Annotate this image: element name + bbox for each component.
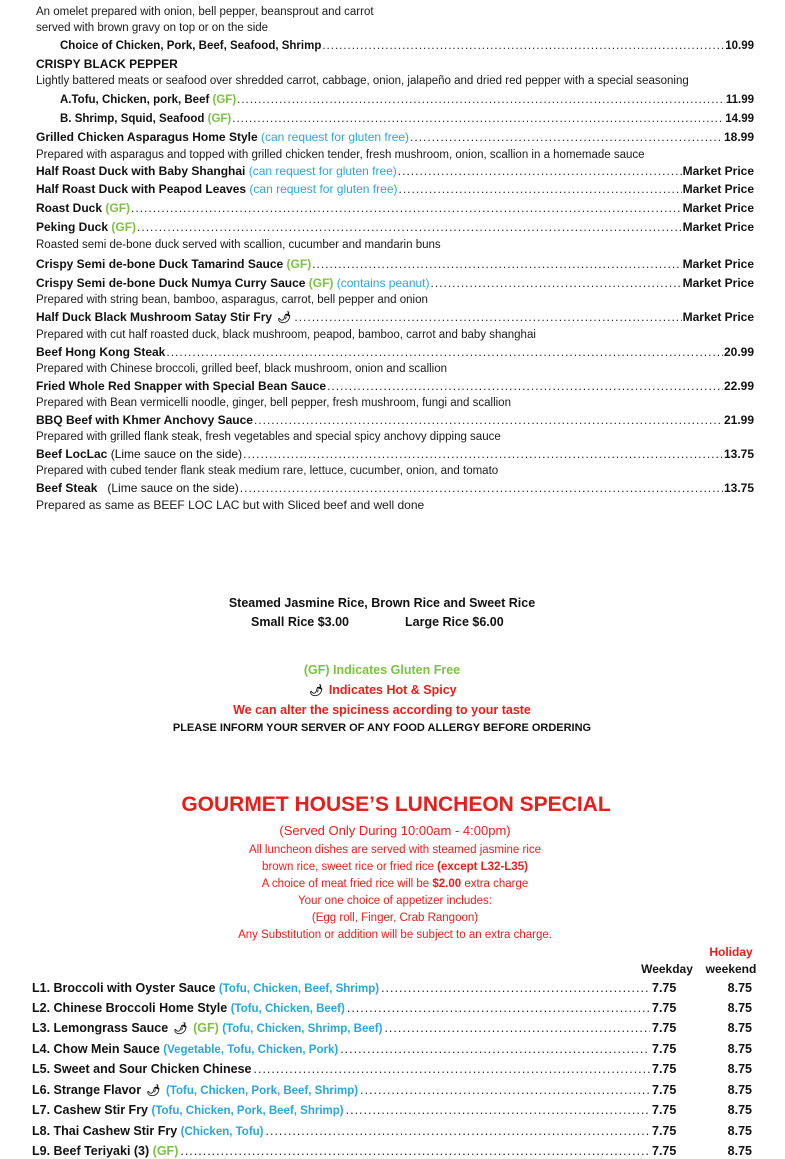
holiday-weekend-price: 8.75 (727, 1083, 752, 1097)
peanut-note: (contains peanut) (336, 276, 430, 290)
holiday-weekend-price: 8.75 (727, 1001, 752, 1015)
item-name: L1. Broccoli with Oyster Sauce (32, 981, 216, 995)
weekday-price: 7.75 (652, 1062, 677, 1076)
luncheon-item (32, 1143, 752, 1159)
hot-spicy-text: Indicates Hot & Spicy (328, 683, 457, 697)
item-name: BBQ Beef with Khmer Anchovy Sauce (36, 413, 253, 427)
item-name: L2. Chinese Broccoli Home Style (32, 1001, 228, 1015)
luncheon-exception: (except L32-L35) (437, 861, 528, 873)
item-name: L3. Lemongrass Sauce (32, 1021, 169, 1035)
item-name: Crispy Semi de-bone Duck Tamarind Sauce (36, 257, 284, 271)
weekday-price: 7.75 (652, 1124, 677, 1138)
large-rice-price: Large Rice $6.00 (405, 615, 504, 629)
item-price: Market Price (682, 257, 754, 271)
luncheon-item (32, 1020, 752, 1037)
item-name: L8. Thai Cashew Stir Fry (32, 1124, 178, 1138)
luncheon-item (32, 1123, 752, 1140)
item-description: Roasted semi de-bone duck served with scallion, cucumber and mandarin buns (36, 239, 441, 251)
item-name: A.Tofu, Chicken, pork, Beef (60, 94, 210, 106)
item-extra: (Lime sauce on the side) (110, 447, 243, 461)
item-name: Beef Hong Kong Steak (36, 345, 166, 359)
item-name: B. Shrimp, Squid, Seafood (60, 113, 205, 125)
luncheon-item (32, 1061, 752, 1077)
luncheon-info: (Egg roll, Finger, Crab Rangoon) (311, 912, 479, 924)
dot-leader (322, 38, 724, 54)
dot-leader (312, 256, 681, 272)
holiday-weekend-price: 8.75 (727, 1042, 752, 1056)
dot-leader (398, 181, 681, 197)
item-name: Half Roast Duck with Baby Shanghai (36, 164, 246, 178)
menu-item-beef-steak (36, 480, 754, 496)
item-name: Grilled Chicken Asparagus Home Style (36, 130, 258, 144)
dot-leader (360, 1082, 650, 1098)
dot-leader (254, 1061, 650, 1077)
item-price: Market Price (682, 201, 754, 215)
gf-tag: (GF) (193, 1021, 219, 1035)
gluten-note: (can request for gluten free) (248, 164, 397, 178)
item-name: Beef LocLac (36, 447, 108, 461)
weekday-price: 7.75 (652, 981, 677, 995)
protein-options: (Chicken, Tofu) (180, 1126, 264, 1138)
weekday-price: 7.75 (652, 1021, 677, 1035)
item-name: L6. Strange Flavor (32, 1083, 142, 1097)
item-description: Prepared with asparagus and topped with grilled chicken tender, fresh mushroom, onion, scallion in a homemade sauce (36, 149, 645, 161)
item-price: Market Price (682, 164, 754, 178)
menu-item-crispy-b (60, 111, 754, 127)
holiday-weekend-price: 8.75 (727, 1124, 752, 1138)
chili-pepper-icon: 🌶 (309, 685, 324, 697)
weekend-column-header: weekend (705, 962, 757, 976)
item-description: Prepared as same as BEEF LOC LAC but with Sliced beef and well done (36, 498, 425, 512)
menu-item-snapper (36, 378, 754, 394)
menu-item-roast-duck (36, 200, 754, 216)
luncheon-item (32, 1082, 752, 1099)
menu-item-bbq-beef (36, 412, 754, 428)
luncheon-hours: (Served Only During 10:00am - 4:00pm) (279, 823, 511, 838)
item-price: 14.99 (725, 113, 754, 125)
item-price: 10.99 (725, 40, 754, 52)
item-description: An omelet prepared with onion, bell pepper, beansprout and carrot (36, 6, 374, 18)
item-name: Crispy Semi de-bone Duck Numya Curry Sauce (36, 276, 306, 290)
gluten-note: (can request for gluten free) (260, 130, 410, 144)
dot-leader (237, 92, 725, 108)
item-name: L7. Cashew Stir Fry (32, 1103, 149, 1117)
luncheon-info: Your one choice of appetizer includes: (298, 895, 492, 907)
dot-leader (254, 412, 723, 428)
luncheon-info-text: extra charge (464, 878, 529, 890)
item-description: Prepared with Chinese broccoli, grilled beef, black mushroom, onion and scallion (36, 363, 448, 375)
dot-leader (431, 275, 682, 291)
holiday-weekend-price: 8.75 (727, 1021, 752, 1035)
menu-item-egg-choice (60, 38, 754, 54)
menu-item-asparagus (36, 129, 754, 145)
luncheon-info (0, 876, 785, 892)
dot-leader (346, 1102, 650, 1118)
luncheon-info (0, 859, 785, 875)
rice-options: Steamed Jasmine Rice, Brown Rice and Sweet Rice (228, 596, 536, 610)
item-price: 21.99 (723, 413, 754, 427)
luncheon-info-text: brown rice, sweet rice or fried rice (262, 861, 434, 873)
item-extra: (Lime sauce on the side) (107, 481, 239, 495)
gf-tag: (GF) (152, 1144, 179, 1158)
item-price: 11.99 (725, 94, 754, 106)
item-name: L9. Beef Teriyaki (3) (32, 1144, 150, 1158)
luncheon-info-text: A choice of meat fried rice will be (261, 878, 430, 890)
item-price: Market Price (682, 276, 754, 290)
section-heading: CRISPY BLACK PEPPER (36, 57, 178, 71)
dot-leader (327, 378, 723, 394)
item-name: Half Duck Black Mushroom Satay Stir Fry (36, 310, 273, 324)
dot-leader (294, 309, 681, 325)
menu-item-peking-duck (36, 219, 754, 235)
gf-tag: (GF) (111, 220, 137, 234)
chili-pepper-icon: 🌶 (173, 1023, 188, 1035)
protein-options: (Tofu, Chicken, Beef) (230, 1003, 345, 1015)
protein-options: (Tofu, Chicken, Beef, Shrimp) (218, 983, 380, 995)
item-name: Fried Whole Red Snapper with Special Bean Sauce (36, 379, 327, 393)
menu-item-crispy-a (60, 92, 754, 108)
gf-tag: (GF) (207, 113, 232, 125)
holiday-weekend-price: 8.75 (727, 1062, 752, 1076)
item-description: Prepared with string bean, bamboo, asparagus, carrot, bell pepper and onion (36, 294, 428, 306)
weekday-column-header: Weekday (641, 962, 693, 976)
hot-spicy-legend (0, 682, 764, 699)
item-price: Market Price (682, 310, 754, 324)
weekday-price: 7.75 (652, 1083, 677, 1097)
protein-options: (Tofu, Chicken, Pork, Beef, Shrimp) (166, 1085, 359, 1097)
chili-pepper-icon: 🌶 (146, 1085, 161, 1097)
allergy-notice: PLEASE INFORM YOUR SERVER OF ANY FOOD ALLERGY BEFORE ORDERING (172, 722, 592, 734)
luncheon-item (32, 1102, 752, 1119)
dot-leader (381, 980, 650, 996)
item-price: 13.75 (723, 447, 754, 461)
weekday-price: 7.75 (652, 1042, 677, 1056)
gf-tag: (GF) (308, 276, 334, 290)
menu-item-numya-duck (36, 275, 754, 291)
protein-options: (Tofu, Chicken, Shrimp, Beef) (222, 1023, 383, 1035)
protein-options: (Tofu, Chicken, Pork, Beef, Shrimp) (151, 1105, 344, 1117)
item-price: 20.99 (723, 345, 754, 359)
holiday-column-header: Holiday (709, 945, 753, 959)
luncheon-title: GOURMET HOUSE’S LUNCHEON SPECIAL (181, 793, 611, 816)
item-price: Market Price (682, 220, 754, 234)
gluten-free-legend: (GF) Indicates Gluten Free (303, 663, 461, 677)
item-description: Prepared with cut half roasted duck, black mushroom, peapod, bamboo, carrot and baby shanghai (36, 329, 536, 341)
item-name: Half Roast Duck with Peapod Leaves (36, 182, 247, 196)
dot-leader (340, 1041, 650, 1057)
dot-leader (240, 480, 723, 496)
luncheon-item (32, 1041, 752, 1058)
menu-item-hk-steak (36, 344, 754, 360)
item-price: 22.99 (723, 379, 754, 393)
menu-item-duck-shanghai (36, 163, 754, 179)
item-name: Choice of Chicken, Pork, Beef, Seafood, Shrimp (60, 40, 322, 52)
small-rice-price: Small Rice $3.00 (251, 615, 349, 629)
fried-rice-charge: $2.00 (432, 878, 462, 890)
menu-item-loclac (36, 446, 754, 462)
luncheon-item (32, 980, 752, 997)
dot-leader (166, 344, 723, 360)
luncheon-item (32, 1000, 752, 1017)
menu-item-satay-duck (36, 309, 754, 326)
weekday-price: 7.75 (652, 1103, 677, 1117)
weekday-price: 7.75 (652, 1001, 677, 1015)
dot-leader (243, 446, 723, 462)
dot-leader (131, 200, 682, 216)
weekday-price: 7.75 (652, 1144, 677, 1158)
item-description: Lightly battered meats or seafood over shredded carrot, cabbage, onion, jalapeño and dried red pepper with a special seasoning (36, 75, 689, 87)
holiday-weekend-price: 8.75 (727, 981, 752, 995)
menu-item-tamarind-duck (36, 256, 754, 272)
item-price: Market Price (682, 182, 754, 196)
item-price: 13.75 (723, 481, 754, 495)
dot-leader (137, 219, 682, 235)
holiday-weekend-price: 8.75 (727, 1103, 752, 1117)
item-name: Beef Steak (36, 481, 98, 495)
item-description: Prepared with cubed tender flank steak medium rare, lettuce, cucumber, onion, and tomato (36, 465, 499, 477)
dot-leader (347, 1000, 650, 1016)
dot-leader (180, 1143, 650, 1159)
luncheon-info: Any Substitution or addition will be subject to an extra charge. (238, 929, 552, 941)
item-name: L4. Chow Mein Sauce (32, 1042, 160, 1056)
item-price: 18.99 (723, 130, 754, 144)
item-description: Prepared with Bean vermicelli noodle, ginger, bell pepper, fresh mushroom, fungi and scallion (36, 397, 511, 409)
dot-leader (384, 1020, 650, 1036)
item-name: Roast Duck (36, 201, 103, 215)
dot-leader (410, 129, 723, 145)
dot-leader (232, 111, 724, 127)
item-description: served with brown gravy on top or on the side (36, 22, 269, 34)
gf-tag: (GF) (212, 94, 237, 106)
protein-options: (Vegetable, Tofu, Chicken, Pork) (163, 1044, 339, 1056)
luncheon-info: All luncheon dishes are served with steamed jasmine rice (248, 844, 542, 856)
chili-pepper-icon: 🌶 (277, 312, 292, 324)
item-description: Prepared with grilled flank steak, fresh vegetables and special spicy anchovy dipping sauce (36, 431, 501, 443)
menu-item-duck-peapod (36, 181, 754, 197)
gf-tag: (GF) (286, 257, 312, 271)
item-name: L5. Sweet and Sour Chicken Chinese (32, 1062, 252, 1076)
gf-tag: (GF) (105, 201, 131, 215)
dot-leader (398, 163, 682, 179)
item-name: Peking Duck (36, 220, 109, 234)
spiciness-note: We can alter the spiciness according to your taste (233, 703, 531, 717)
dot-leader (266, 1123, 650, 1139)
holiday-weekend-price: 8.75 (727, 1144, 752, 1158)
gluten-note: (can request for gluten free) (249, 182, 398, 196)
